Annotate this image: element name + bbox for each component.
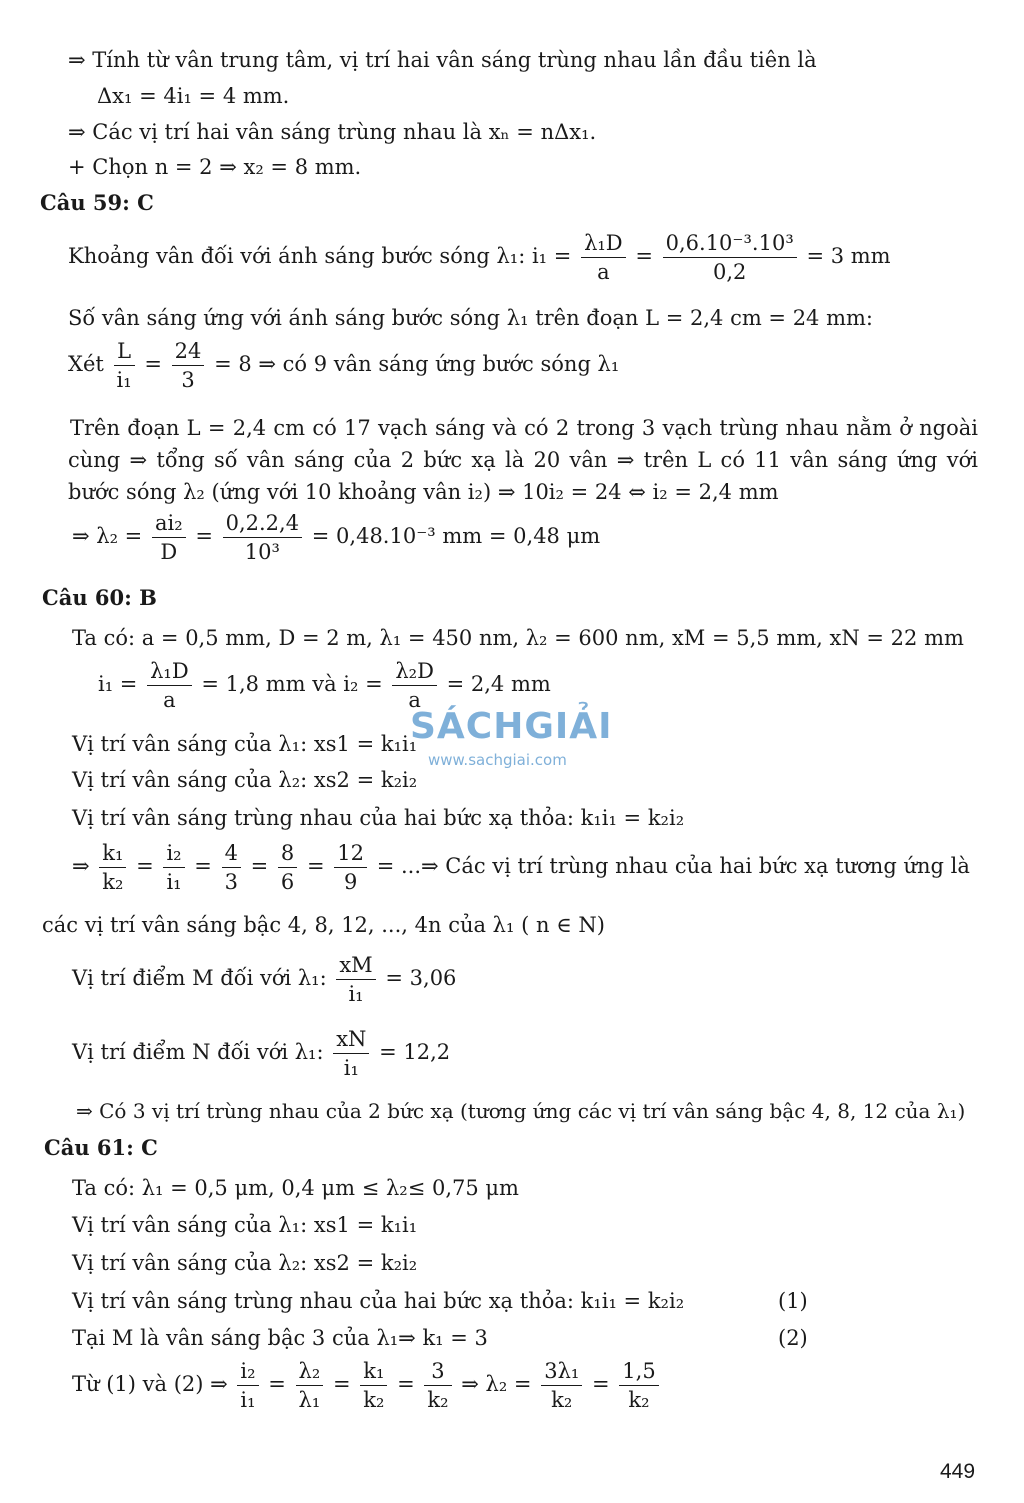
- text-line: Vị trí vân sáng của λ₂: xs2 = k₂i₂: [72, 768, 418, 792]
- formula-text: =: [136, 854, 154, 878]
- numerator: xN: [333, 1026, 369, 1054]
- denominator: k₂: [427, 1388, 449, 1412]
- formula-line: [72, 952, 456, 1007]
- denominator: 3: [224, 870, 238, 894]
- formula-text: = 3,06: [385, 966, 457, 990]
- formula-text: = 8 ⇒ có 9 vân sáng ứng bước sóng λ₁: [214, 352, 620, 376]
- paragraph: Trên đoạn L = 2,4 cm có 17 vạch sáng và có 2 trong 3 vạch trùng nhau nằm ở ngoài cùng ⇒ tổng số vân sáng của 2 bức xạ là 20 vân ⇒ trên L có 11 vân sáng ứng với bước sóng λ₂ (ứng với 10 khoảng vân i₂) ⇒ 10i₂ = 24 ⇔ i₂ = 2,4 mm: [68, 416, 978, 504]
- question-heading: Câu 60: B: [42, 585, 157, 610]
- text-line: các vị trí vân sáng bậc 4, 8, 12, ..., 4n của λ₁ ( n ∈ N): [42, 913, 605, 937]
- fraction: [334, 840, 367, 895]
- numerator: k₁: [99, 840, 126, 868]
- fraction: [541, 1358, 582, 1413]
- numerator: λ₂D: [392, 658, 437, 686]
- watermark-url: www.sachgiai.com: [428, 751, 567, 769]
- denominator: k₂: [628, 1388, 650, 1412]
- formula-line: [72, 510, 600, 565]
- fraction: [222, 840, 241, 895]
- fraction: [163, 840, 184, 895]
- denominator: i₁: [166, 870, 182, 894]
- numerator: 24: [172, 338, 205, 366]
- denominator: 0,2: [712, 260, 747, 284]
- fraction: [424, 1358, 451, 1413]
- formula-text: =: [268, 1372, 286, 1396]
- formula-text: Xét: [68, 352, 104, 376]
- formula-text: =: [195, 524, 213, 548]
- numerator: 8: [278, 840, 297, 868]
- denominator: i₁: [348, 982, 364, 1006]
- text-line: Δx₁ = 4i₁ = 4 mm.: [97, 84, 290, 108]
- text-line: Vị trí vân sáng của λ₂: xs2 = k₂i₂: [72, 1251, 418, 1275]
- denominator: 10³: [244, 540, 280, 564]
- text-line: + Chọn n = 2 ⇒ x₂ = 8 mm.: [68, 155, 362, 179]
- numerator: L: [114, 338, 135, 366]
- formula-text: ⇒: [72, 854, 90, 878]
- numerator: i₂: [163, 840, 184, 868]
- numerator: 0,2.2,4: [223, 510, 302, 538]
- fraction: [336, 952, 375, 1007]
- fraction: [152, 510, 186, 565]
- question-heading: Câu 59: C: [40, 190, 154, 215]
- denominator: k₂: [551, 1388, 573, 1412]
- text-line: Vị trí vân sáng trùng nhau của hai bức xạ thỏa: k₁i₁ = k₂i₂: [72, 1289, 685, 1313]
- denominator: i₁: [240, 1388, 256, 1412]
- fraction: [237, 1358, 258, 1413]
- numerator: k₁: [360, 1358, 387, 1386]
- denominator: i₁: [116, 368, 132, 392]
- fraction: [278, 840, 297, 895]
- fraction: [663, 230, 797, 285]
- numerator: 12: [334, 840, 367, 868]
- formula-text: =: [194, 854, 212, 878]
- formula-line: [68, 338, 619, 393]
- fraction: [360, 1358, 387, 1413]
- equation-tag: (1): [778, 1289, 808, 1313]
- text-line: Số vân sáng ứng với ánh sáng bước sóng λ₁ trên đoạn L = 2,4 cm = 24 mm:: [68, 306, 873, 330]
- denominator: λ₁: [298, 1388, 321, 1412]
- text-line: Ta có: a = 0,5 mm, D = 2 m, λ₁ = 450 nm, λ₂ = 600 nm, xM = 5,5 mm, xN = 22 mm: [72, 626, 964, 650]
- formula-text: i₁ =: [98, 672, 138, 696]
- formula-text: = ...⇒ Các vị trí trùng nhau của hai bức xạ tương ứng là: [376, 854, 970, 878]
- denominator: a: [597, 260, 610, 284]
- text-line: Tại M là vân sáng bậc 3 của λ₁⇒ k₁ = 3: [72, 1326, 488, 1350]
- denominator: D: [160, 540, 178, 564]
- page-number: 449: [940, 1460, 976, 1483]
- question-heading: Câu 61: C: [44, 1135, 158, 1160]
- denominator: a: [163, 688, 176, 712]
- fraction: [147, 658, 192, 713]
- numerator: λ₁D: [147, 658, 192, 686]
- text-line: ⇒ Có 3 vị trí trùng nhau của 2 bức xạ (tương ứng các vị trí vân sáng bậc 4, 8, 12 của λ₁): [76, 1099, 966, 1123]
- formula-text: = 2,4 mm: [446, 672, 551, 696]
- formula-line: [72, 1358, 662, 1413]
- formula-text: = 12,2: [379, 1040, 451, 1064]
- text-line: Vị trí vân sáng của λ₁: xs1 = k₁i₁: [72, 1213, 418, 1237]
- text-line: Vị trí vân sáng trùng nhau của hai bức xạ thỏa: k₁i₁ = k₂i₂: [72, 806, 685, 830]
- formula-text: Vị trí điểm N đối với λ₁:: [72, 1040, 324, 1064]
- fraction: [114, 338, 135, 393]
- formula-text: =: [591, 1372, 610, 1396]
- fraction: [296, 1358, 324, 1413]
- fraction: [172, 338, 205, 393]
- formula-text: =: [332, 1372, 351, 1396]
- numerator: λ₁D: [581, 230, 626, 258]
- denominator: k₂: [363, 1388, 385, 1412]
- numerator: 4: [222, 840, 241, 868]
- numerator: i₂: [237, 1358, 258, 1386]
- numerator: 0,6.10⁻³.10³: [663, 230, 797, 258]
- numerator: 3λ₁: [541, 1358, 582, 1386]
- formula-text: ⇒ λ₂ =: [72, 524, 143, 548]
- numerator: λ₂: [296, 1358, 324, 1386]
- formula-text: Vị trí điểm M đối với λ₁:: [72, 966, 327, 990]
- numerator: 3: [424, 1358, 451, 1386]
- formula-text: Từ (1) và (2) ⇒: [72, 1372, 228, 1396]
- formula-text: = 1,8 mm và i₂ =: [201, 672, 383, 696]
- formula-line: [72, 840, 970, 895]
- text-line: Vị trí vân sáng của λ₁: xs1 = k₁i₁: [72, 732, 418, 756]
- denominator: 3: [181, 368, 195, 392]
- formula-line: [72, 1026, 450, 1081]
- denominator: 9: [343, 870, 358, 894]
- formula-text: =: [397, 1372, 415, 1396]
- formula-text: =: [250, 854, 269, 878]
- formula-text: ⇒ λ₂ =: [461, 1372, 532, 1396]
- text-line: Ta có: λ₁ = 0,5 μm, 0,4 μm ≤ λ₂≤ 0,75 μm: [72, 1176, 519, 1200]
- denominator: k₂: [102, 870, 124, 894]
- formula-text: =: [306, 854, 325, 878]
- formula-text: =: [635, 244, 653, 268]
- formula-text: =: [144, 352, 162, 376]
- formula-text: = 0,48.10⁻³ mm = 0,48 μm: [311, 524, 601, 548]
- fraction: [619, 1358, 658, 1413]
- equation-tag: (2): [778, 1326, 808, 1350]
- denominator: a: [408, 688, 421, 712]
- denominator: 6: [280, 870, 295, 894]
- numerator: ai₂: [152, 510, 186, 538]
- numerator: xM: [336, 952, 375, 980]
- text-line: ⇒ Các vị trí hai vân sáng trùng nhau là xₙ = nΔx₁.: [68, 120, 597, 144]
- formula-line: [98, 658, 551, 713]
- fraction: [333, 1026, 369, 1081]
- fraction: [581, 230, 626, 285]
- formula-text: Khoảng vân đối với ánh sáng bước sóng λ₁: i₁ =: [68, 244, 572, 268]
- watermark: [410, 706, 613, 769]
- watermark-logo: SÁCHGIẢI: [410, 706, 613, 747]
- fraction: [392, 658, 437, 713]
- fraction: [99, 840, 126, 895]
- formula-line: [68, 230, 891, 285]
- formula-text: = 3 mm: [806, 244, 891, 268]
- numerator: 1,5: [619, 1358, 658, 1386]
- denominator: i₁: [343, 1056, 359, 1080]
- text-line: ⇒ Tính từ vân trung tâm, vị trí hai vân sáng trùng nhau lần đầu tiên là: [68, 48, 817, 72]
- fraction: [223, 510, 302, 565]
